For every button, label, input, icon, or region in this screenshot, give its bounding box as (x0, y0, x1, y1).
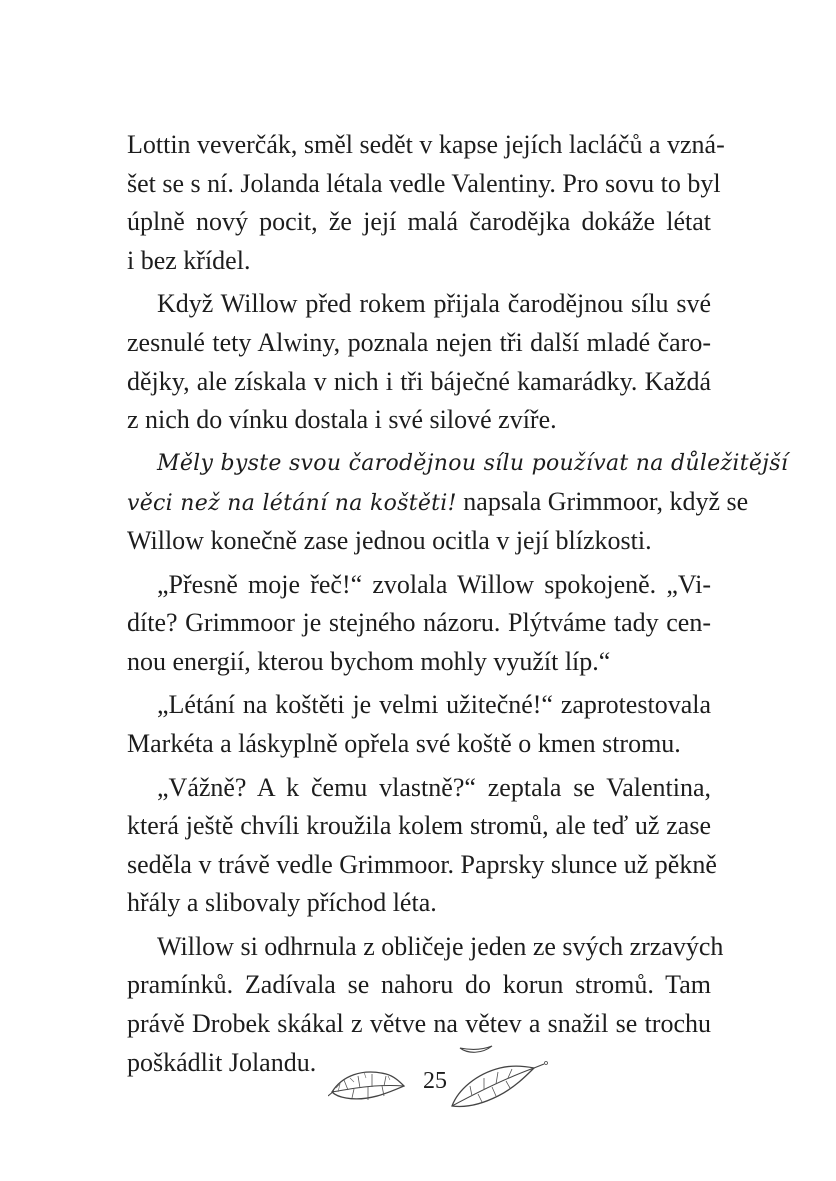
page-footer (320, 1042, 550, 1132)
text-line: „Létání na koštěti je velmi užitečné!“ zaprotestovala (157, 690, 711, 720)
text-line: Markéta a láskyplně opřela své koště o kmen stromu. (127, 728, 681, 758)
text-line: hřály a slibovaly příchod léta. (127, 888, 437, 918)
text-line: právě Drobek skákal z větve na větev a snažil se trochu (127, 1009, 711, 1039)
handwritten-note-line: Měly byste svou čarodějnou sílu používat na důležitější (157, 450, 789, 476)
text-line: z nich do vínku dostala i své silové zvíře. (127, 405, 557, 435)
text-line: dějky, ale získala v nich i tři báječné kamarádky. Každá (127, 366, 711, 396)
text-line: díte? Grimmoor je stejného názoru. Plýtváme tady cen- (127, 608, 711, 638)
leaf-icon (328, 1062, 408, 1111)
text-line: která ještě chvíli kroužila kolem stromů, ale teď už zase (127, 811, 711, 841)
narration-text: napsala Grimmoor, když se (456, 487, 749, 517)
text-line: Lottin veverčák, směl sedět v kapse jejích lacláčů a vzná- (127, 130, 725, 159)
text-line: Willow si odhrnula z obličeje jeden ze svých zrzavých (157, 931, 724, 961)
text-line: zesnulé tety Alwiny, poznala nejen tři další mladé čaro- (127, 327, 711, 357)
text-line: Když Willow před rokem přijala čarodějnou sílu své (157, 289, 711, 319)
text-line: „Vážně? A k čemu vlastně?“ zeptala se Valentina, (157, 772, 711, 802)
body-text (127, 126, 789, 1082)
leaf-icon (448, 1056, 548, 1117)
text-line: i bez křídel. (127, 245, 251, 275)
text-line: seděla v trávě vedle Grimmoor. Paprsky slunce už pěkně (127, 849, 717, 879)
text-line: poškádlit Jolandu. (127, 1047, 317, 1077)
handwritten-note-text: věci než na létání na koštěti! (127, 491, 457, 517)
page-number: 25 (423, 1068, 447, 1094)
text-line: šet se s ní. Jolanda létala vedle Valentiny. Pro sovu to byl (127, 168, 721, 198)
text-line (127, 483, 749, 522)
text-line: úplně nový pocit, že její malá čarodějka dokáže létat (127, 207, 711, 237)
text-line: nou energií, kterou bychom mohly využít líp.“ (127, 646, 611, 676)
text-line: pramínků. Zadívala se nahoru do korun stromů. Tam (127, 970, 711, 1000)
text-line: „Přesně moje řeč!“ zvolala Willow spokojeně. „Vi- (157, 569, 711, 599)
text-line: Willow konečně zase jednou ocitla v její blízkosti. (127, 525, 652, 555)
